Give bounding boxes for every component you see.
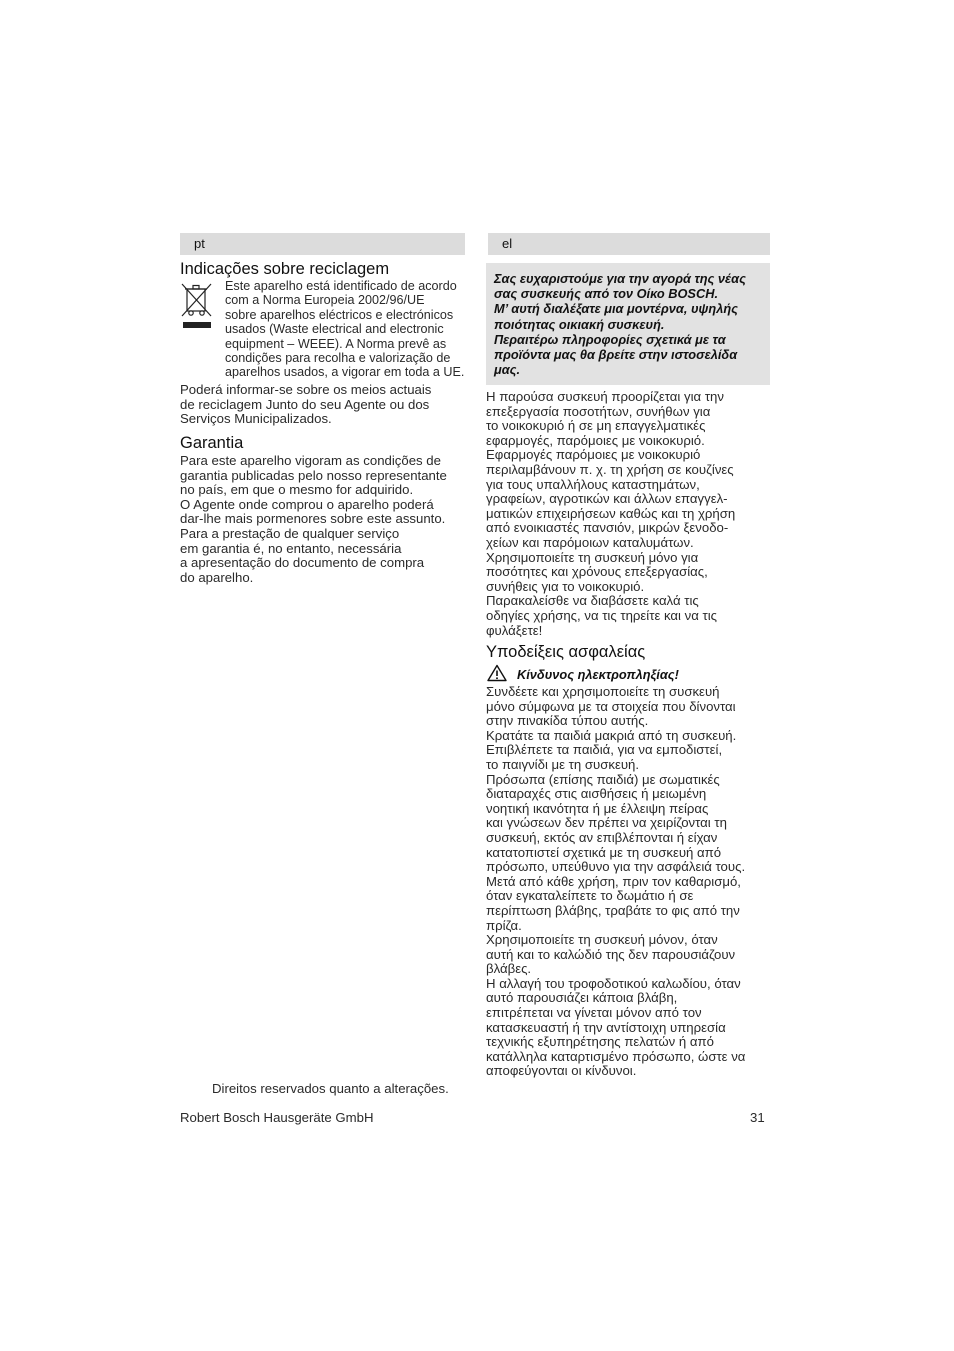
warranty-heading: Garantia: [180, 434, 244, 452]
text-line: Este aparelho está identificado de acordo: [225, 279, 457, 293]
text-line: στην πινακίδα τύπου αυτής.: [486, 713, 649, 729]
text-line: Εφαρμογές παρόμοιες με νοικοκυριό: [486, 447, 701, 463]
text-line: Χρησιμοποιείτε τη συσκευή μόνον, όταν: [486, 932, 718, 948]
text-line: Μ’ αυτή διαλέξατε μια μοντέρνα, υψηλής: [494, 301, 738, 317]
text-line: και γνώσεων δεν πρέπει να χειρίζονται τη: [486, 815, 727, 831]
text-line: Para a prestação de qualquer serviço: [180, 525, 400, 541]
text-line: ποσότητες και χρόνους επεξεργασίας,: [486, 564, 708, 580]
text-line: equipment – WEEE). A Norma prevê as: [225, 336, 447, 351]
recycle-text: [225, 279, 464, 380]
text-line: Επιβλέπετε τα παιδιά, για να εμποδιστεί,: [486, 742, 723, 758]
text-line: αυτό παρουσιάζει κάποια βλάβη,: [486, 990, 678, 1006]
text-line: Πρόσωπα (επίσης παιδιά) με σωματικές: [486, 771, 720, 787]
danger-title: Κίνδυνος ηλεκτροπληξίας!: [517, 667, 679, 682]
text-line: em garantia é, no entanto, necessária: [180, 540, 402, 556]
text-line: κατατοπιστεί σχετικά με τη συσκευή από: [486, 844, 722, 860]
text-line: το παιγνίδι με τη συσκευή.: [486, 756, 640, 772]
text-line: πρόσωπο, υπεύθυνο για την ασφάλειά τους.: [486, 859, 746, 875]
text-line: Η αλλαγή του τροφοδοτικού καλωδίου, όταν: [486, 975, 741, 991]
text-line: βλάβες.: [486, 961, 532, 977]
warning-triangle-icon: [487, 664, 507, 682]
safety-heading: Υποδείξεις ασφαλείας: [486, 643, 646, 661]
text-line: χείων και παρόμοιων καταλυμάτων.: [486, 534, 694, 550]
text-line: περιλαμβάνουν π. χ. τη χρήση σε κουζίνες: [486, 461, 734, 477]
text-line: Σας ευχαριστούμε για την αγορά της νέας: [494, 271, 746, 286]
text-line: νοητική ικανότητα ή με έλλειψη πείρας: [486, 800, 709, 816]
footer-company: Robert Bosch Hausgeräte GmbH: [180, 1110, 374, 1125]
lang-bar-el: [488, 233, 770, 255]
warranty-text: [180, 454, 447, 585]
text-line: Η παρούσα συσκευή προορίζεται για την: [486, 389, 724, 404]
text-line: do aparelho.: [180, 569, 254, 585]
text-line: περίπτωση βλάβης, τραβάτε το φις από την: [486, 902, 740, 918]
text-line: για τους υπαλλήλους καταστημάτων,: [486, 476, 700, 492]
text-line: κατασκευαστή ή την αντίστοιχη υπηρεσία: [486, 1019, 726, 1035]
text-line: Poderá informar-se sobre os meios actuais: [180, 382, 432, 397]
text-line: μόνο σύμφωνα με τα στοιχεία που δίνονται: [486, 698, 736, 714]
recycle-text-2: [180, 383, 431, 427]
lang-bar-pt: [180, 233, 465, 255]
text-line: σας συσκευής από τον Οίκο BOSCH.: [494, 286, 719, 302]
text-line: συνήθεις για το νοικοκυριό.: [486, 578, 645, 594]
recycle-heading: Indicações sobre reciclagem: [180, 260, 390, 278]
text-line: επεξεργασία ποσοτήτων, συνήθων για: [486, 403, 711, 419]
text-line: γραφείων, αγροτικών και άλλων επαγγελ-: [486, 491, 728, 507]
text-line: αποφεύγονται οι κίνδυνοι.: [486, 1063, 637, 1079]
text-line: usados (Waste electrical and electronic: [225, 322, 444, 337]
text-line: condições para recolha e valorização de: [225, 351, 451, 366]
text-line: ματικών επιχειρήσεων καθώς και τη χρήση: [486, 505, 736, 521]
text-line: dar-lhe mais pormenores sobre este assunto.: [180, 511, 446, 527]
text-line: ποιότητας οικιακή συσκευή.: [494, 316, 665, 332]
text-line: Χρησιμοποιείτε τη συσκευή μόνο για: [486, 549, 699, 565]
text-line: τεχνικής εξυπηρέτησης πελατών ή από: [486, 1034, 714, 1050]
text-line: φυλάξετε!: [486, 622, 543, 638]
text-line: Μετά από κάθε χρήση, πριν τον καθαρισμό,: [486, 873, 741, 889]
text-line: aparelhos usados, a vigorar em toda a UE.: [225, 365, 465, 380]
text-line: no país, em que o mesmo for adquirido.: [180, 482, 414, 498]
text-line: όταν εγκαταλείπετε το δωμάτιο ή σε: [486, 888, 694, 904]
text-line: com a Norma Europeia 2002/96/UE: [225, 293, 425, 308]
text-line: sobre aparelhos eléctricos e electrónicos: [225, 307, 454, 322]
text-line: Κρατάτε τα παιδιά μακριά από τη συσκευή.: [486, 727, 737, 743]
page-number: 31: [750, 1110, 765, 1125]
text-line: garantia publicadas pelo nosso representante: [180, 467, 447, 483]
text-line: κατάλληλα καταρτισμένο πρόσωπο, ώστε να: [486, 1048, 746, 1064]
text-line: διαταραχές στις αισθήσεις ή μειωμένη: [486, 786, 707, 802]
text-line: πρίζα.: [486, 917, 522, 933]
text-line: Συνδέετε και χρησιμοποιείτε τη συσκευή: [486, 684, 720, 699]
text-line: οδηγίες χρήσης, να τις τηρείτε και να τις: [486, 607, 718, 623]
text-line: μας.: [494, 362, 521, 378]
text-line: a apresentação do documento de compra: [180, 555, 425, 571]
lang-label-pt: pt: [194, 236, 205, 251]
text-line: de reciclagem Junto do seu Agente ou dos: [180, 396, 430, 412]
text-line: O Agente onde comprou o aparelho poderá: [180, 496, 434, 512]
text-line: εφαρμογές, παρόμοιες με νοικοκυριό.: [486, 432, 705, 448]
text-line: από ενοικιαστές πανσιόν, μικρών ξενοδο-: [486, 520, 729, 536]
safety-text: [486, 685, 745, 1079]
rights-reserved: Direitos reservados quanto a alterações.: [212, 1081, 449, 1096]
lang-label-el: el: [502, 236, 513, 251]
text-line: Para este aparelho vigoram as condições de: [180, 453, 441, 468]
intro-box: [486, 263, 770, 385]
text-line: Περαιτέρω πληροφορίες σχετικά με τα: [494, 331, 726, 347]
text-line: Παρακαλείσθε να διαβάσετε καλά τις: [486, 593, 699, 609]
text-line: αυτή και το καλώδιό της δεν παρουσιάζουν: [486, 946, 736, 962]
el-body-text: [486, 390, 735, 638]
intro-text: [494, 271, 746, 377]
text-line: προϊόντα μας θα βρείτε στην ιστοσελίδα: [494, 347, 738, 363]
text-line: συσκευή, εκτός αν επιβλέπονται ή είχαν: [486, 829, 718, 845]
text-line: επιτρέπεται να γίνεται μόνον από τον: [486, 1005, 702, 1021]
text-line: Serviços Municipalizados.: [180, 411, 332, 427]
text-line: το νοικοκυριό ή σε μη επαγγελματικές: [486, 418, 706, 434]
weee-bin-icon: [180, 281, 214, 331]
